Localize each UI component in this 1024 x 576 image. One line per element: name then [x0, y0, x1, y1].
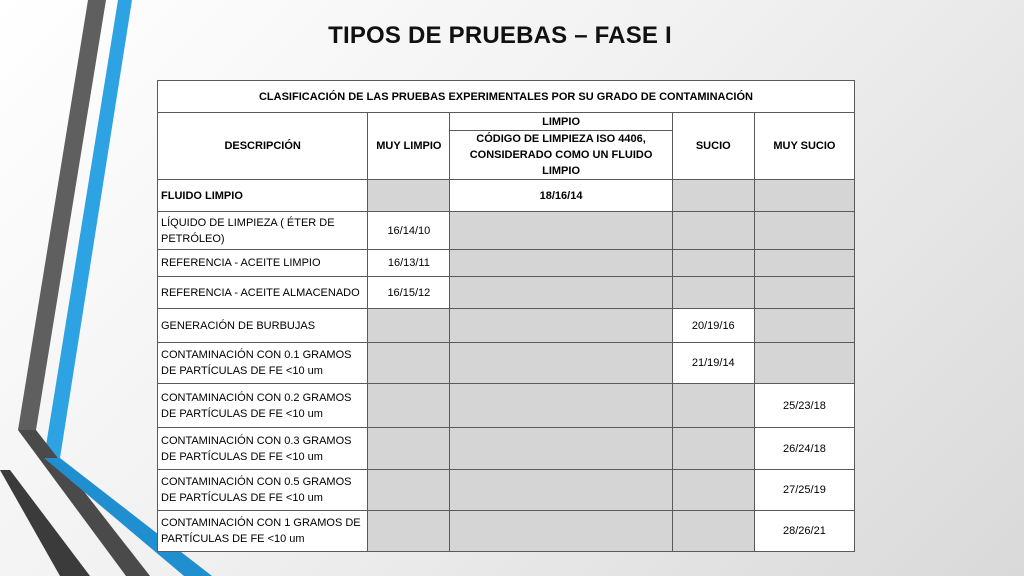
cell-sucio [672, 384, 754, 428]
cell-muy-limpio [368, 511, 450, 552]
cell-sucio [672, 212, 754, 250]
cell-descripcion: LÍQUIDO DE LIMPIEZA ( ÉTER DE PETRÓLEO) [158, 212, 368, 250]
cell-descripcion: GENERACIÓN DE BURBUJAS [158, 309, 368, 343]
cell-muy-limpio: 16/13/11 [368, 250, 450, 277]
cell-sucio [672, 470, 754, 511]
table-row [158, 384, 855, 428]
contamination-table [157, 80, 855, 552]
cell-descripcion: REFERENCIA - ACEITE ALMACENADO [158, 277, 368, 309]
cell-limpio [450, 212, 672, 250]
cell-sucio: 20/19/16 [672, 309, 754, 343]
cell-muy-limpio: 16/15/12 [368, 277, 450, 309]
table-row [158, 180, 855, 212]
cell-descripcion: REFERENCIA - ACEITE LIMPIO [158, 250, 368, 277]
table-row [158, 309, 855, 343]
cell-limpio [450, 384, 672, 428]
cell-muy-sucio [754, 212, 854, 250]
table-caption: CLASIFICACIÓN DE LAS PRUEBAS EXPERIMENTALES POR SU GRADO DE CONTAMINACIÓN [158, 81, 855, 113]
stripe-gray-lower [18, 430, 150, 576]
table-row [158, 428, 855, 470]
cell-limpio: 18/16/14 [450, 180, 672, 212]
cell-limpio [450, 511, 672, 552]
table-row [158, 343, 855, 384]
cell-muy-sucio [754, 343, 854, 384]
page-title: TIPOS DE PRUEBAS – FASE I [328, 22, 672, 49]
table-row [158, 250, 855, 277]
cell-descripcion: CONTAMINACIÓN CON 0.3 GRAMOS DE PARTÍCULAS DE FE <10 um [158, 428, 368, 470]
cell-descripcion: CONTAMINACIÓN CON 1 GRAMOS DE PARTÍCULAS DE FE <10 um [158, 511, 368, 552]
header-descripcion: DESCRIPCIÓN [158, 113, 368, 180]
cell-sucio [672, 277, 754, 309]
cell-sucio: 21/19/14 [672, 343, 754, 384]
cell-muy-sucio: 26/24/18 [754, 428, 854, 470]
cell-limpio [450, 470, 672, 511]
cell-muy-limpio [368, 343, 450, 384]
cell-muy-limpio [368, 470, 450, 511]
cell-muy-sucio [754, 309, 854, 343]
header-limpio-sub: CÓDIGO DE LIMPIEZA ISO 4406, CONSIDERADO COMO UN FLUIDO LIMPIO [450, 131, 672, 180]
header-muy-sucio: MUY SUCIO [754, 113, 854, 180]
cell-sucio [672, 250, 754, 277]
cell-limpio [450, 428, 672, 470]
table-row [158, 277, 855, 309]
cell-muy-limpio [368, 309, 450, 343]
cell-limpio [450, 277, 672, 309]
cell-limpio [450, 250, 672, 277]
header-limpio: LIMPIO [450, 113, 672, 131]
cell-muy-sucio: 27/25/19 [754, 470, 854, 511]
table-row [158, 511, 855, 552]
header-sucio: SUCIO [672, 113, 754, 180]
cell-muy-limpio [368, 180, 450, 212]
table-row [158, 212, 855, 250]
cell-muy-limpio [368, 428, 450, 470]
cell-descripcion: CONTAMINACIÓN CON 0.5 GRAMOS DE PARTÍCULAS DE FE <10 um [158, 470, 368, 511]
cell-descripcion: CONTAMINACIÓN CON 0.2 GRAMOS DE PARTÍCULAS DE FE <10 um [158, 384, 368, 428]
cell-muy-limpio [368, 384, 450, 428]
cell-muy-sucio [754, 180, 854, 212]
cell-descripcion: FLUIDO LIMPIO [158, 180, 368, 212]
cell-limpio [450, 309, 672, 343]
cell-muy-limpio: 16/14/10 [368, 212, 450, 250]
cell-limpio [450, 343, 672, 384]
cell-sucio [672, 180, 754, 212]
header-muy-limpio: MUY LIMPIO [368, 113, 450, 180]
cell-muy-sucio [754, 250, 854, 277]
cell-sucio [672, 511, 754, 552]
cell-descripcion: CONTAMINACIÓN CON 0.1 GRAMOS DE PARTÍCULAS DE FE <10 um [158, 343, 368, 384]
table-row [158, 470, 855, 511]
cell-muy-sucio [754, 277, 854, 309]
cell-muy-sucio: 28/26/21 [754, 511, 854, 552]
cell-sucio [672, 428, 754, 470]
cell-muy-sucio: 25/23/18 [754, 384, 854, 428]
